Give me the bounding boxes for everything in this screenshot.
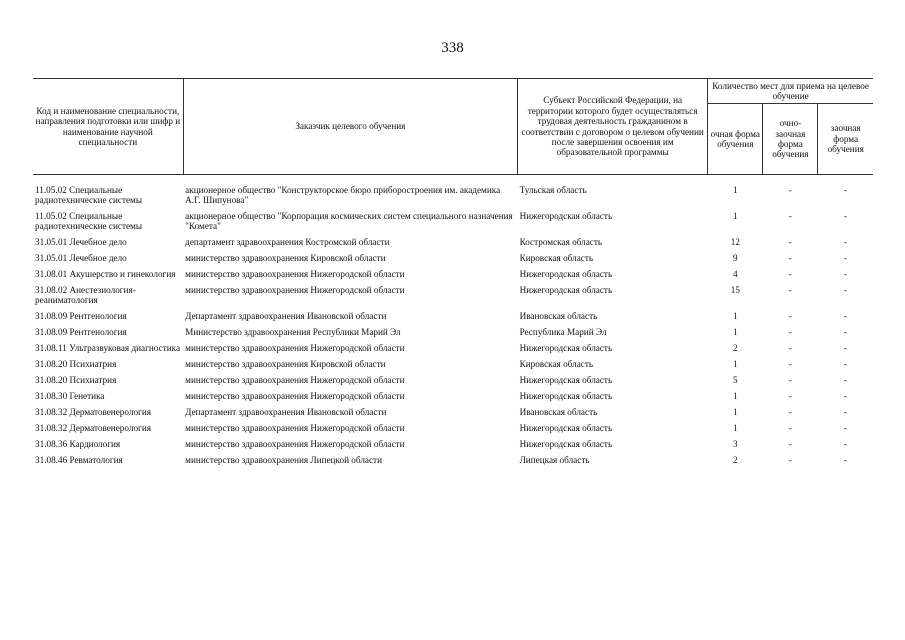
header-customer: Заказчик целевого обучения bbox=[183, 79, 517, 175]
cell-full-time: 1 bbox=[733, 407, 738, 417]
cell-customer: министерство здравоохранения Нижегородской области bbox=[185, 343, 405, 353]
cell-full-time: 15 bbox=[730, 285, 740, 295]
cell-full-time: 1 bbox=[733, 185, 738, 195]
cell-extramural: - bbox=[843, 375, 847, 385]
cell-region: Костромская область bbox=[519, 237, 603, 247]
cell-part-time: - bbox=[788, 253, 792, 263]
cell-region: Нижегородская область bbox=[519, 423, 613, 433]
cell-extramural: - bbox=[843, 423, 847, 433]
cell-extramural: - bbox=[843, 439, 847, 449]
cell-customer: министерство здравоохранения Нижегородской области bbox=[185, 423, 405, 433]
cell-extramural: - bbox=[843, 269, 847, 279]
cell-extramural: - bbox=[843, 237, 847, 247]
cell-full-time: 1 bbox=[733, 359, 738, 369]
cell-customer: министерство здравоохранения Нижегородской области bbox=[185, 375, 405, 385]
cell-customer: министерство здравоохранения Кировской области bbox=[185, 359, 386, 369]
table-row bbox=[33, 389, 873, 405]
cell-full-time: 12 bbox=[730, 237, 740, 247]
header-part-time: очно-заочная форма обучения bbox=[763, 104, 818, 175]
cell-code: 31.08.30 Генетика bbox=[35, 391, 105, 401]
cell-customer: министерство здравоохранения Нижегородской области bbox=[185, 269, 405, 279]
page-number: 338 bbox=[441, 40, 464, 56]
header-code: Код и наименование специальности, направления подготовки или шифр и наименование научной специальности bbox=[33, 79, 183, 175]
cell-region: Кировская область bbox=[519, 359, 594, 369]
cell-region: Нижегородская область bbox=[519, 343, 613, 353]
cell-customer: департамент здравоохранения Костромской области bbox=[185, 237, 390, 247]
cell-extramural: - bbox=[843, 407, 847, 417]
cell-extramural: - bbox=[843, 185, 847, 195]
cell-extramural: - bbox=[843, 253, 847, 263]
table-row bbox=[33, 437, 873, 453]
cell-region: Нижегородская область bbox=[519, 285, 613, 295]
cell-customer: Департамент здравоохранения Ивановской области bbox=[185, 311, 387, 321]
cell-part-time: - bbox=[788, 391, 792, 401]
cell-extramural: - bbox=[843, 359, 847, 369]
cell-full-time: 1 bbox=[733, 423, 738, 433]
table-row bbox=[33, 251, 873, 267]
cell-extramural: - bbox=[843, 455, 847, 465]
table-row bbox=[33, 325, 873, 341]
cell-extramural: - bbox=[843, 311, 847, 321]
cell-extramural: - bbox=[843, 343, 847, 353]
header-extramural: заочная форма обучения bbox=[818, 104, 873, 175]
cell-code: 31.08.46 Ревматология bbox=[35, 455, 123, 465]
cell-part-time: - bbox=[788, 285, 792, 295]
cell-part-time: - bbox=[788, 327, 792, 337]
table-header bbox=[33, 79, 873, 184]
cell-full-time: 9 bbox=[733, 253, 738, 263]
cell-part-time: - bbox=[788, 423, 792, 433]
cell-region: Тульская область bbox=[519, 185, 587, 195]
table-row bbox=[33, 267, 873, 283]
cell-region: Ивановская область bbox=[519, 407, 598, 417]
cell-part-time: - bbox=[788, 185, 792, 195]
cell-full-time: 1 bbox=[733, 211, 738, 221]
cell-full-time: 1 bbox=[733, 391, 738, 401]
table-row bbox=[33, 357, 873, 373]
table-row bbox=[33, 373, 873, 389]
cell-code: 31.08.32 Дерматовенерология bbox=[35, 407, 151, 417]
cell-full-time: 2 bbox=[733, 455, 738, 465]
cell-code: 31.05.01 Лечебное дело bbox=[35, 253, 127, 263]
cell-customer: Департамент здравоохранения Ивановской области bbox=[185, 407, 387, 417]
cell-code: 11.05.02 Специальные радиотехнические системы bbox=[35, 211, 143, 231]
cell-part-time: - bbox=[788, 311, 792, 321]
cell-full-time: 1 bbox=[733, 311, 738, 321]
cell-customer: акционерное общество "Конструкторское бюро приборостроения им. академика А.Г. Шипунова" bbox=[185, 185, 501, 205]
table-row bbox=[33, 453, 873, 469]
cell-code: 31.08.02 Анестезиология-реаниматология bbox=[35, 285, 136, 305]
cell-full-time: 3 bbox=[733, 439, 738, 449]
cell-region: Нижегородская область bbox=[519, 269, 613, 279]
cell-region: Нижегородская область bbox=[519, 391, 613, 401]
cell-region: Республика Марий Эл bbox=[519, 327, 607, 337]
table-row bbox=[33, 421, 873, 437]
cell-customer: акционерное общество "Корпорация космических систем специального назначения "Комета" bbox=[185, 211, 513, 231]
cell-full-time: 5 bbox=[733, 375, 738, 385]
cell-code: 31.08.20 Психиатрия bbox=[35, 375, 117, 385]
table-row bbox=[33, 209, 873, 235]
cell-customer: министерство здравоохранения Нижегородской области bbox=[185, 439, 405, 449]
cell-code: 11.05.02 Специальные радиотехнические системы bbox=[35, 185, 143, 205]
cell-part-time: - bbox=[788, 439, 792, 449]
cell-part-time: - bbox=[788, 375, 792, 385]
cell-code: 31.05.01 Лечебное дело bbox=[35, 237, 127, 247]
cell-region: Нижегородская область bbox=[519, 211, 613, 221]
cell-code: 31.08.20 Психиатрия bbox=[35, 359, 117, 369]
table-row bbox=[33, 405, 873, 421]
table-row bbox=[33, 283, 873, 309]
cell-part-time: - bbox=[788, 359, 792, 369]
cell-customer: министерство здравоохранения Нижегородской области bbox=[185, 391, 405, 401]
table-body bbox=[33, 183, 873, 469]
cell-region: Кировская область bbox=[519, 253, 594, 263]
table-row bbox=[33, 341, 873, 357]
cell-code: 31.08.09 Рентгенология bbox=[35, 311, 127, 321]
cell-part-time: - bbox=[788, 269, 792, 279]
cell-extramural: - bbox=[843, 211, 847, 221]
table-row bbox=[33, 183, 873, 209]
cell-part-time: - bbox=[788, 455, 792, 465]
table-row bbox=[33, 235, 873, 251]
header-places: Количество мест для приема на целевое обучение bbox=[708, 79, 873, 104]
cell-extramural: - bbox=[843, 285, 847, 295]
cell-region: Липецкая область bbox=[519, 455, 590, 465]
cell-customer: Министерство здравоохранения Республики Марий Эл bbox=[185, 327, 401, 337]
header-full-time: очная форма обучения bbox=[708, 104, 763, 175]
cell-part-time: - bbox=[788, 211, 792, 221]
cell-part-time: - bbox=[788, 343, 792, 353]
cell-code: 31.08.09 Рентгенология bbox=[35, 327, 127, 337]
cell-code: 31.08.32 Дерматовенерология bbox=[35, 423, 151, 433]
cell-code: 31.08.36 Кардиология bbox=[35, 439, 121, 449]
cell-region: Нижегородская область bbox=[519, 375, 613, 385]
cell-region: Ивановская область bbox=[519, 311, 598, 321]
cell-region: Нижегородская область bbox=[519, 439, 613, 449]
cell-customer: министерство здравоохранения Нижегородской области bbox=[185, 285, 405, 295]
cell-extramural: - bbox=[843, 391, 847, 401]
cell-full-time: 2 bbox=[733, 343, 738, 353]
cell-part-time: - bbox=[788, 237, 792, 247]
cell-full-time: 4 bbox=[733, 269, 738, 279]
cell-extramural: - bbox=[843, 327, 847, 337]
target-training-table bbox=[33, 78, 873, 469]
cell-customer: министерство здравоохранения Липецкой области bbox=[185, 455, 382, 465]
cell-customer: министерство здравоохранения Кировской области bbox=[185, 253, 386, 263]
cell-code: 31.08.01 Акушерство и гинекология bbox=[35, 269, 176, 279]
header-region: Субъект Российской Федерации, на территории которого будет осуществляться трудовая деятельность гражданином в соответствии с договором о целевом обучении после завершения освоения им образовательной программы bbox=[518, 79, 708, 175]
cell-part-time: - bbox=[788, 407, 792, 417]
cell-full-time: 1 bbox=[733, 327, 738, 337]
table-row bbox=[33, 309, 873, 325]
cell-code: 31.08.11 Ультразвуковая диагностика bbox=[35, 343, 181, 353]
